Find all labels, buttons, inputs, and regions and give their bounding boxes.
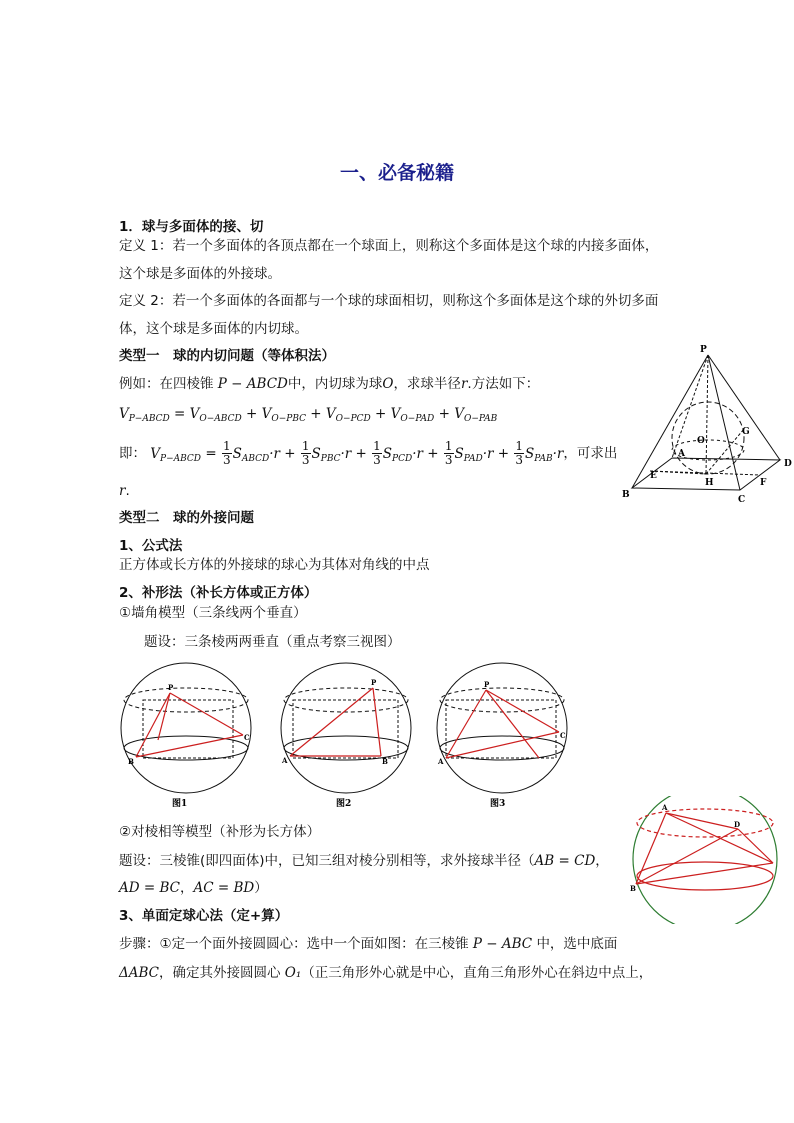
example-line: 例如：在四棱锥 P − ABCD中，内切球为球O，求球半径r.方法如下： xyxy=(119,376,540,392)
svg-text:A: A xyxy=(662,803,668,812)
step-line-1: 步骤：①定一个面外接圆圆心：选中一个面如图：在三棱锥 P − ABC 中，选中底面 xyxy=(119,936,618,952)
model1-setup: 题设：三条棱两两垂直（重点考察三视图） xyxy=(144,634,401,650)
formula-tail: r. xyxy=(119,483,130,499)
model1-label: ①墙角模型（三条线两个垂直） xyxy=(119,605,307,621)
figure-1-wall-corner-model xyxy=(118,660,263,810)
method2-heading: 2、补形法（补长方体或正方体） xyxy=(119,585,318,601)
step-line-2: ΔABC，确定其外接圆圆心 O₁（正三角形外心就是中心，直角三角形外心在斜边中点上， xyxy=(119,965,653,981)
type1-heading: 类型一 球的内切问题（等体积法） xyxy=(119,348,335,364)
section-heading-1: 1．球与多面体的接、切 xyxy=(119,219,264,235)
label-G: G xyxy=(742,427,750,437)
svg-text:C: C xyxy=(560,731,566,740)
definition-2-line-1: 定义 2：若一个多面体的各面都与一个球的球面相切，则称这个多面体是这个球的外切多面 xyxy=(119,293,659,309)
label-D: D xyxy=(784,459,792,469)
label-C: C xyxy=(738,495,746,505)
figure-1-caption: 图1 xyxy=(172,799,188,809)
label-B: B xyxy=(622,490,630,500)
svg-text:P: P xyxy=(371,678,377,687)
model2-equalities: AD = BC，AC = BD） xyxy=(119,880,268,896)
definition-1-line-1: 定义 1：若一个多面体的各顶点都在一个球面上，则称这个多面体是这个球的内接多面体， xyxy=(119,238,659,254)
page-title: 一、必备秘籍 xyxy=(339,162,454,184)
definition-2-line-2: 体，这个球是多面体的内切球。 xyxy=(119,321,308,337)
volume-decomposition-formula: 即： $V_{P-ABCD}$ = $\frac{1}{3}$ $S_{ABCD}\cdot r$ + $\frac{1}{3}$ $S_{PBC}\cdot r$ + $\frac{1}{3}$ $S_{PCD}\cdot r$ + $\frac{1}{3}$ $S_{PAD}\cdot r$ + $\frac{1}{3}$ $S_{PAB}\cdot r$，可求出 xyxy=(119,439,618,467)
label-F: F xyxy=(760,478,767,488)
label-E: E xyxy=(650,471,657,481)
svg-text:A: A xyxy=(438,757,444,766)
svg-text:C: C xyxy=(244,733,250,742)
label-A: A xyxy=(678,449,685,459)
definition-1-line-2: 这个球是多面体的外接球。 xyxy=(119,266,281,282)
label-H: H xyxy=(705,478,714,488)
figure-3-wall-corner-model xyxy=(434,660,579,810)
volume-formula: $V_{P-ABCD} = V_{O-ABCD} + V_{O-PBC} + V_{O-PCD} + V_{O-PAD} + V_{O-PAB}$ xyxy=(119,406,498,424)
method1-heading: 1、公式法 xyxy=(119,538,183,554)
label-O: O xyxy=(697,436,705,446)
svg-text:P: P xyxy=(168,683,174,692)
type2-heading: 类型二 球的外接问题 xyxy=(119,510,254,526)
svg-text:A: A xyxy=(282,756,288,765)
svg-text:P: P xyxy=(484,680,490,689)
pyramid-inscribed-sphere-figure xyxy=(620,340,794,505)
svg-text:B: B xyxy=(630,884,636,893)
figure-2-caption: 图2 xyxy=(336,799,352,809)
opposite-edges-equal-sphere-figure xyxy=(628,796,782,924)
figure-3-caption: 图3 xyxy=(490,799,506,809)
label-P: P xyxy=(700,345,707,355)
figure-2-wall-corner-model xyxy=(278,660,423,810)
svg-text:B: B xyxy=(128,757,134,766)
svg-text:D: D xyxy=(734,820,741,829)
method3-heading: 3、单面定球心法（定+算） xyxy=(119,908,289,924)
method1-text: 正方体或长方体的外接球的球心为其体对角线的中点 xyxy=(119,557,430,573)
model2-label: ②对棱相等模型（补形为长方体） xyxy=(119,824,321,840)
svg-text:B: B xyxy=(382,757,388,766)
model2-setup: 题设：三棱锥(即四面体)中，已知三组对棱分别相等，求外接球半径（AB = CD， xyxy=(119,853,609,869)
